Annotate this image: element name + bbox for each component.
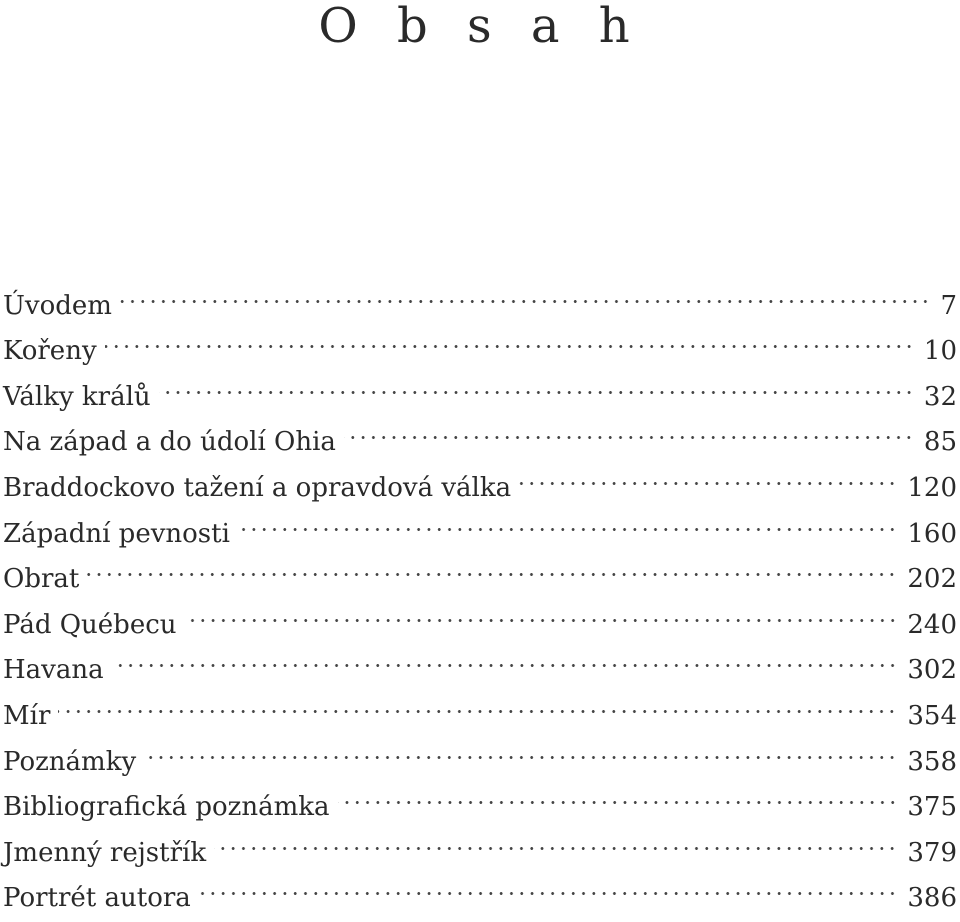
toc-entry-label: Západní pevnosti	[3, 518, 230, 549]
toc-entry-label: Braddockovo tažení a opravdová válka	[3, 472, 512, 503]
toc-entry-label: Havana	[3, 655, 104, 686]
dot-leader	[199, 861, 898, 907]
toc-entry-page: 202	[907, 564, 957, 595]
dot-leader	[159, 359, 914, 405]
toc-entry-page: 32	[923, 381, 957, 412]
toc-entry-page: 358	[907, 746, 957, 777]
toc-entry-page: 10	[923, 336, 957, 367]
dot-leader	[214, 815, 897, 861]
toc-entry-label: Kořeny	[3, 336, 97, 367]
toc-entry-label: Jmenný rejstřík	[3, 837, 207, 868]
toc-entry-page: 240	[907, 609, 957, 640]
table-of-contents	[3, 268, 957, 914]
dot-leader	[144, 724, 897, 770]
toc-entry-label: Obrat	[3, 564, 80, 595]
toc-entry-page: 386	[907, 883, 957, 914]
toc-entry-pad-quebecu	[3, 587, 957, 640]
dot-leader	[338, 770, 898, 816]
toc-entry-page: 120	[907, 472, 957, 503]
toc-entry-koreny	[3, 314, 957, 367]
toc-entry-page: 379	[907, 837, 957, 868]
toc-entry-bibliograficka-poznamka	[3, 770, 957, 823]
toc-entry-havana	[3, 633, 957, 686]
toc-entry-poznamky	[3, 724, 957, 777]
toc-entry-mir	[3, 678, 957, 731]
dot-leader	[344, 405, 914, 451]
dot-leader	[185, 587, 898, 633]
toc-entry-label: Pád Québecu	[3, 609, 177, 640]
toc-entry-page: 7	[940, 290, 957, 321]
dot-leader	[58, 678, 897, 724]
toc-entry-uvodem	[3, 268, 957, 321]
toc-entry-obrat	[3, 542, 957, 595]
dot-leader	[519, 450, 897, 496]
toc-entry-valky-kralu	[3, 359, 957, 412]
toc-entry-page: 160	[907, 518, 957, 549]
toc-entry-label: Války králů	[3, 381, 151, 412]
toc-entry-page: 375	[907, 792, 957, 823]
page-title: O b s a h	[318, 0, 642, 54]
dot-leader	[87, 542, 897, 588]
dot-leader	[105, 314, 914, 360]
toc-entry-page: 302	[907, 655, 957, 686]
toc-entry-page: 354	[907, 700, 957, 731]
toc-entry-label: Mír	[3, 700, 51, 731]
toc-entry-page: 85	[923, 427, 957, 458]
toc-entry-label: Poznámky	[3, 746, 137, 777]
toc-entry-label: Bibliografická poznámka	[3, 792, 330, 823]
dot-leader	[120, 268, 931, 314]
toc-entry-label: Na západ a do údolí Ohia	[3, 427, 336, 458]
dot-leader	[112, 633, 898, 679]
dot-leader	[238, 496, 897, 542]
toc-entry-label: Úvodem	[3, 290, 112, 321]
toc-entry-label: Portrét autora	[3, 883, 191, 914]
